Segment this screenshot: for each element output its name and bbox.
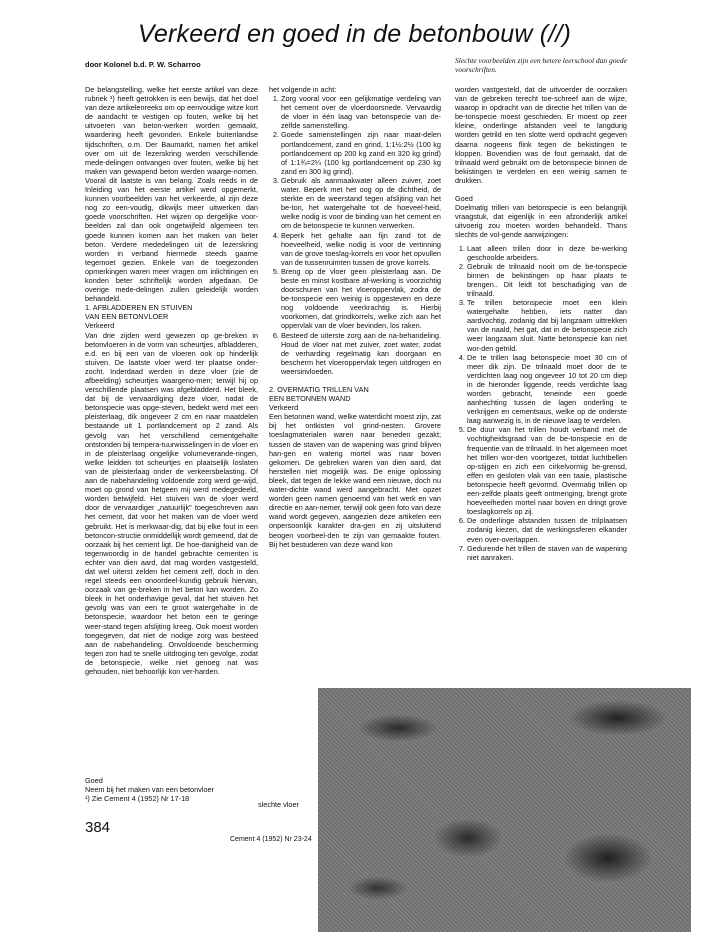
- goed-label: Goed: [455, 194, 473, 204]
- list-item: 1. Zorg vooral voor een gelijkmatige verdeling van het cement over de vloerdoorsnede. Vervaardig de vloer in één laag van betonspecie van de-zelfde samenstelling.: [281, 94, 441, 130]
- col3-intro: worden vastgesteld, dat de uitvoerder de oorzaken van de gebreken terecht toe-schreef aan de wijze, waarop in opdracht van de directie het trillen van de be-tonspecie moest geschieden. Er moest op zeer kleine, onderlinge afstanden veel te langdurig worden getrild en ten slotte werd opdracht gegeven daarna nogeens flink tegen de bekistingen te kloppen. Bovendien was de fout gemaakt, dat de trilnaald werd gebruikt om de betonspecie binnen de bekistingen te verdelen en een weinig samen te drukken.: [455, 85, 627, 185]
- goed-text: Neem bij het maken van een betonvloer: [85, 785, 214, 794]
- list-item: 5. De duur van het trillen houdt verband met de vochtigheidsgraad van de be-tonspecie en de frequentie van de trilnaald. In het algemeen moet het trillen wor-den voortgezet, totdat luchtbellen op-stijgen en zich een cirkelvormig be-grensd, effen en gesloten vlak van een taaie, plastische betonspecie heeft gevormd. Overmatig trillen op een-zelfde plaats geeft ontmenging, brengt grote hoeveelheden mortel naar boven en dringt grove toeslagkorrels op zij.: [467, 425, 627, 516]
- section2-heading: 2. OVERMATIG TRILLEN VAN: [269, 385, 369, 394]
- section1-text: Van drie zijden werd gewezen op ge-breken in betonvloeren in de vorm van scheurtjes, afbladderen, e.d. en bij een van de vloeren ook op hinderlijk stuiven. De laatste vloer werd ter plaatse onder-zocht. Inderdaad werden in deze vloer (zie de afbeelding) scheurtjes waargeno-men; terwijl hij op verschillende plaatsen was afgebladderd. Het bleek, dat bij de vervaardiging deze vloer, nadat de betonspecie was opge-steven, bedekt werd met een pleisterlaag, dik ongeveer 2 cm en naar maatdelen bestaande uit 1 portlandcement op 2 zand. Als gevolg van het verschillend cementgehalte ontstonden bij tempera-tuurwisselingen in de vloer en in de pleisterlaag ongelijke volumeverande-ringen, welke leidden tot scheurtjes en plaatselijk loslaten van de pleisterlaag onder de verkeersbelasting. Of aan de nabehandeling voldoende zorg werd ge-wijd, moet op grond van hetgeen mij werd medegedeeld, worden betwijfeld. Het stuiven van de vloer werd door de vervaardiger „natuurlijk" toegeschreven aan het cement, dat voor het maken van de vloer werd gebruikt. Het is merkwaar-dig, dat bij elke fout in een betoncon-structie onmiddellijk wordt gemeend, dat de oorzaak bij het cement ligt. De hoe-danigheid van de tegenwoordig in de handel gebrachte cementen is echter van dien aard, dat mag worden vastgesteld, dat wel uiterst zelden het cement zelf, doch in den regel steeds een onoordeel-kundig gebruik hiervan, oorzaak van ge-breken in het beton kan worden. Zo bleek in het onderhavige geval, dat het stuiven het gevolg was van een te groot watergehalte in de betonspecie, waardoor het beton een te geringe weer-stand tegen afslijting kreeg. Ook moest worden toegegeven, dat niet de nodige zorg was besteed aan de nabehandeling. Onvoldoende bescherming tegen zon had te snelle uitdroging ten gevolge, zodat de betonspecie, welke niet genoeg nat was gehouden, niet behoorlijk kon ver-harden.: [85, 330, 258, 676]
- list-item: 3. Gebruik als aanmaakwater alleen zuiver, zoet water. Beperk met het oog op de dichtheid, de sterkte en de weerstand tegen afslijting van het be-ton, het watergehalte tot de hoeveel-heid, welke nodig is voor de binding van het cement en om de betonspecie te kunnen verwerken.: [281, 176, 441, 231]
- column-3: [455, 85, 627, 685]
- list-item: 4. Beperk het gehalte aan fijn zand tot de hoeveelheid, welke nodig is voor de vertinning van de grove toeslag-korrels en voor het opvullen van de tussenruimten tussen de grove korrels.: [281, 231, 441, 267]
- section1-heading: 1. AFBLADDEREN EN STUIVEN: [85, 303, 193, 313]
- footnote: ¹) Zie Cement 4 (1952) Nr 17-18: [85, 794, 190, 803]
- verkeerd-label: Verkeerd: [269, 403, 299, 413]
- list-item: 5. Breng op de vloer geen pleisterlaag aan. De beste en minst kostbare af-werking is voorzichtig doorschuren van het vloeroppervlak, zodra de be-tonspecie een weinig is opgesteven en deze nog voldoende veerkrachtig is. Hierbij voorkomen, dat grindkorrels, welke zich aan het oppervlak van de vloer bevinden, los raken.: [281, 267, 441, 331]
- verkeerd-label: Verkeerd: [85, 321, 115, 331]
- column-1-footer: [85, 776, 214, 803]
- section1-heading-line2: VAN EEN BETONVLOER: [85, 312, 169, 322]
- list-item: 1. Laat alleen trillen door in deze be-werking geschoolde arbeiders.: [467, 244, 627, 262]
- citation: Cement 4 (1952) Nr 23-24: [230, 836, 312, 843]
- goed-label: Goed: [85, 776, 103, 785]
- floor-photo: [318, 688, 691, 932]
- photo-caption: slechte vloer: [258, 800, 299, 809]
- epigraph: Slechte voorbeelden zijn een betere leerschool dan goede voorschriften.: [455, 56, 627, 74]
- list-item: 4. De te trillen laag betonspecie moet 30 cm of meer dik zijn. De trilnaald moet door de te verdichten laag nog ongeveer 10 tot 20 cm diep in de hieronder liggende, reeds verdichte laag worden gebracht, teneinde een goede aanhechting tussen de lagen onderling te verkrijgen en cementsaus, welke op de onderste laag aanwezig is, in de nieuwe laag te verdelen.: [467, 353, 627, 426]
- list-item: 6. De onderlinge afstanden tussen de trilplaatsen zodanig kiezen, dat de werkingssferen elkander even over-overlappen.: [467, 516, 627, 543]
- article-title: Verkeerd en goed in de betonbouw (//): [137, 20, 572, 48]
- goed-text: Doelmatig trillen van betonspecie is een belangrijk vraagstuk, dat eigenlijk in een afzonderlijk artikel uitvoerig zou moeten worden behandeld. Thans slechts de vol-gende aanwijzingen:: [455, 203, 627, 240]
- col2-intro: het volgende in acht:: [269, 85, 337, 94]
- column-1: [85, 85, 258, 770]
- col2-list: [269, 94, 441, 376]
- list-item: 6. Besteed de uiterste zorg aan de na-behandeling. Houd de vloer nat met zuiver, zoet water, zodat de verharding regelmatig kan doorgaan en bescherm het vloeroppervlak tegen uitdrogen en weersinvloeden.: [281, 331, 441, 376]
- col3-list: [455, 244, 627, 562]
- section2-text: Een betonnen wand, welke waterdicht moest zijn, zat bij het ontkisten vol grind-nesten. Grovere toeslagmaterialen waren naar beneden gezakt; tussen de staven van de wapening was grind blijven han-gen en waterig mortel was naar boven gekomen. De gebreken waren van dien aard, dat herstellen niet mogelijk was. De enige oplossing bleek, dat tegen de lekke wand een nieuwe, doch nu water-dichte wand werd aangebracht. Met opzet worden geen namen genoemd van het werk en van directie en aan-nemer, terwijl ook geen foto van deze wand wordt gegeven, aangezien deze artikelen een onpersoonlijk karakter dra-gen en zij uitsluitend beogen voorbeel-den te zijn van gemaakte fouten. Bij het bestuderen van deze wand kon: [269, 412, 441, 549]
- byline: door Kolonel b.d. P. W. Scharroo: [85, 60, 201, 69]
- page-number: 384: [85, 819, 111, 836]
- intro-paragraph: De belangstelling, welke het eerste artikel van deze rubriek ¹) heeft getrokken is een bewijs, dat het doel van deze artikelenreeks om op eenvoudige witze kort de aandacht te vestigen op fouten, welke bij het uitvoeren van beton-werken worden gemaakt, waardering heeft gevonden. Enkele buitenlandse tijdschriften, o.m. Der Baumarkt, namen het artikel over om uit de lezerskring werden verschillende mede-delingen ontvangen over fouten, welke bij het maken van gewapend beton werden waarge-nomen. Vooral dit laatste is van belang. Zoals reeds in de Inleiding van het eerste artikel werd opgemerkt, kunnen voorbeelden van het verkeerde, al zijn deze nog zo een-voudig, dikwijls meer uitwerken dan goede voorschriften. Het wijzen op dergelijke voor-beelden zal dan ook ongetwijfeld algemeen ten goede kunnen komen aan het maken van beter beton. Verdere mededelingen uit de lezerskring worden in verband hiermede steeds gaarne tegemoet gezien. Enkele van de toegezonden opmerkingen waren meer vragen om inlichtingen en konden beter schriftelijk worden afgedaan. De overige mede-delingen zullen geleidelijk worden behandeld.: [85, 85, 258, 304]
- column-2: [269, 85, 441, 707]
- list-item: 3. Te trillen betonspecie moet een klein watergehalte hebben, iets natter dan aardvochtig, zodanig dat bij langzaam uittrekken van de naald, het gat, dat in de betonspecie zich weer langzaam sluit. Natte betonspecie kan niet wor-den getrild.: [467, 298, 627, 353]
- list-item: 2. Gebruik de trilnaald nooit om de be-tonspecie binnen de bekistingen op haar plaats te brengen.. Dit leidt tot beschadiging van de trilnaald.: [467, 262, 627, 298]
- section2-heading-line2: EEN BETONNEN WAND: [269, 394, 351, 404]
- list-item: 2. Goede samenstellingen zijn naar maat-delen portlandcement, zand en grind, 1:1½:2½ (100 kg portlandcement op 200 kg zand en 320 kg grind) of 1:1¾=2¼ (100 kg portlandcement op 230 kg zand en 300 kg grind).: [281, 130, 441, 175]
- list-item: 7. Gedurende het trillen de staven van de wapening niet aanraken.: [467, 544, 627, 562]
